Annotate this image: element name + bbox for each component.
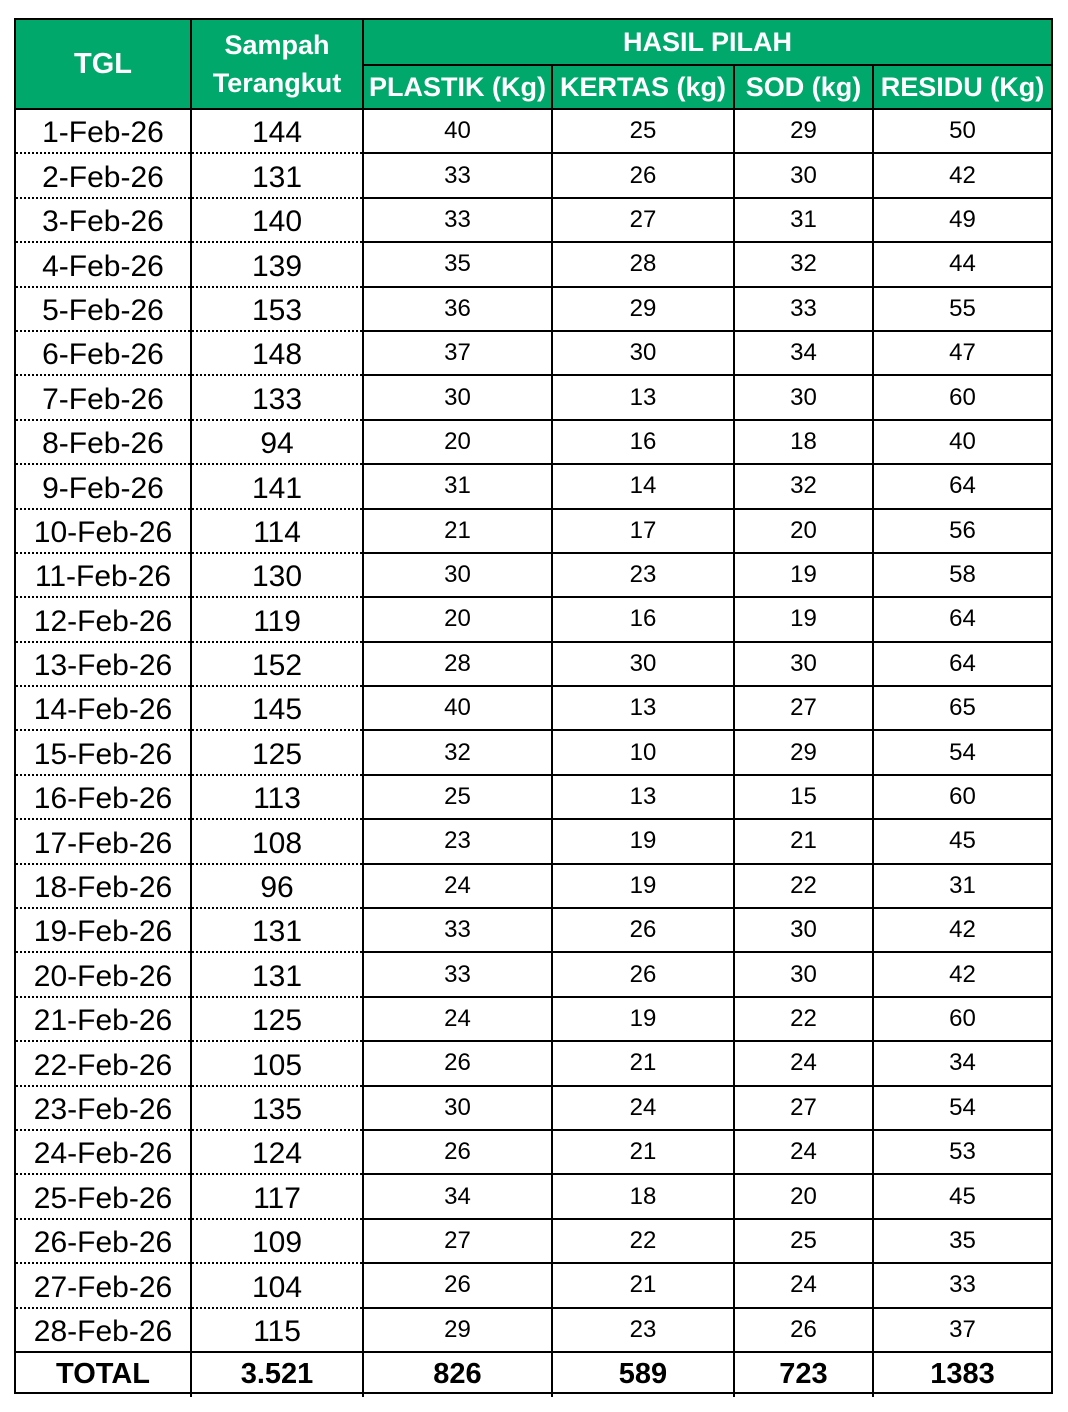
table-row bbox=[16, 464, 1051, 508]
cell-sampah: 105 bbox=[191, 1041, 363, 1085]
total-residu: 1383 bbox=[873, 1352, 1051, 1397]
cell-residu: 60 bbox=[873, 375, 1051, 419]
table-row bbox=[16, 997, 1051, 1041]
table-row bbox=[16, 1041, 1051, 1085]
cell-sampah: 117 bbox=[191, 1174, 363, 1218]
cell-tgl: 7-Feb-26 bbox=[16, 375, 191, 419]
table-row bbox=[16, 642, 1051, 686]
cell-plastik: 26 bbox=[363, 1263, 552, 1307]
table-row bbox=[16, 375, 1051, 419]
table-row bbox=[16, 1219, 1051, 1263]
table-row bbox=[16, 775, 1051, 819]
cell-sampah: 131 bbox=[191, 153, 363, 197]
cell-sampah: 139 bbox=[191, 242, 363, 286]
table-row bbox=[16, 908, 1051, 952]
cell-kertas: 14 bbox=[552, 464, 734, 508]
cell-sampah: 119 bbox=[191, 597, 363, 641]
header-tgl: TGL bbox=[16, 20, 191, 109]
header-sod: SOD (kg) bbox=[734, 65, 873, 109]
cell-kertas: 22 bbox=[552, 1219, 734, 1263]
cell-sod: 30 bbox=[734, 908, 873, 952]
cell-sod: 30 bbox=[734, 642, 873, 686]
cell-tgl: 23-Feb-26 bbox=[16, 1086, 191, 1130]
cell-kertas: 19 bbox=[552, 864, 734, 908]
cell-residu: 64 bbox=[873, 464, 1051, 508]
cell-plastik: 28 bbox=[363, 642, 552, 686]
cell-plastik: 24 bbox=[363, 997, 552, 1041]
table-header bbox=[16, 20, 1051, 109]
cell-plastik: 30 bbox=[363, 553, 552, 597]
table-footer bbox=[16, 1352, 1051, 1397]
cell-tgl: 2-Feb-26 bbox=[16, 153, 191, 197]
cell-plastik: 33 bbox=[363, 198, 552, 242]
cell-plastik: 40 bbox=[363, 686, 552, 730]
cell-sampah: 113 bbox=[191, 775, 363, 819]
cell-sod: 27 bbox=[734, 1086, 873, 1130]
cell-kertas: 10 bbox=[552, 730, 734, 774]
cell-sampah: 140 bbox=[191, 198, 363, 242]
cell-kertas: 19 bbox=[552, 819, 734, 863]
cell-residu: 47 bbox=[873, 331, 1051, 375]
cell-kertas: 23 bbox=[552, 1308, 734, 1352]
cell-tgl: 17-Feb-26 bbox=[16, 819, 191, 863]
cell-sampah: 133 bbox=[191, 375, 363, 419]
total-plastik: 826 bbox=[363, 1352, 552, 1397]
cell-residu: 50 bbox=[873, 109, 1051, 153]
cell-plastik: 26 bbox=[363, 1130, 552, 1174]
cell-sod: 19 bbox=[734, 597, 873, 641]
cell-sampah: 131 bbox=[191, 952, 363, 996]
cell-sod: 24 bbox=[734, 1041, 873, 1085]
waste-sorting-table bbox=[16, 20, 1051, 1397]
cell-residu: 33 bbox=[873, 1263, 1051, 1307]
cell-tgl: 5-Feb-26 bbox=[16, 287, 191, 331]
cell-plastik: 25 bbox=[363, 775, 552, 819]
table-row bbox=[16, 287, 1051, 331]
cell-tgl: 20-Feb-26 bbox=[16, 952, 191, 996]
cell-kertas: 19 bbox=[552, 997, 734, 1041]
cell-sampah: 125 bbox=[191, 997, 363, 1041]
cell-kertas: 17 bbox=[552, 509, 734, 553]
table-row bbox=[16, 242, 1051, 286]
header-residu: RESIDU (Kg) bbox=[873, 65, 1051, 109]
cell-residu: 40 bbox=[873, 420, 1051, 464]
cell-kertas: 27 bbox=[552, 198, 734, 242]
cell-residu: 49 bbox=[873, 198, 1051, 242]
table-row bbox=[16, 864, 1051, 908]
cell-plastik: 21 bbox=[363, 509, 552, 553]
total-kertas: 589 bbox=[552, 1352, 734, 1397]
cell-sod: 24 bbox=[734, 1130, 873, 1174]
cell-plastik: 27 bbox=[363, 1219, 552, 1263]
cell-tgl: 6-Feb-26 bbox=[16, 331, 191, 375]
cell-kertas: 23 bbox=[552, 553, 734, 597]
cell-plastik: 31 bbox=[363, 464, 552, 508]
cell-residu: 35 bbox=[873, 1219, 1051, 1263]
cell-plastik: 32 bbox=[363, 730, 552, 774]
cell-sod: 32 bbox=[734, 464, 873, 508]
table-row bbox=[16, 686, 1051, 730]
table-row bbox=[16, 109, 1051, 153]
cell-sod: 21 bbox=[734, 819, 873, 863]
cell-sod: 34 bbox=[734, 331, 873, 375]
cell-sampah: 145 bbox=[191, 686, 363, 730]
cell-sod: 24 bbox=[734, 1263, 873, 1307]
header-plastik: PLASTIK (Kg) bbox=[363, 65, 552, 109]
cell-plastik: 35 bbox=[363, 242, 552, 286]
cell-kertas: 28 bbox=[552, 242, 734, 286]
cell-residu: 34 bbox=[873, 1041, 1051, 1085]
cell-tgl: 1-Feb-26 bbox=[16, 109, 191, 153]
table-row bbox=[16, 420, 1051, 464]
cell-kertas: 16 bbox=[552, 597, 734, 641]
table-row bbox=[16, 1086, 1051, 1130]
cell-tgl: 8-Feb-26 bbox=[16, 420, 191, 464]
cell-sampah: 108 bbox=[191, 819, 363, 863]
cell-kertas: 21 bbox=[552, 1041, 734, 1085]
cell-tgl: 18-Feb-26 bbox=[16, 864, 191, 908]
cell-residu: 58 bbox=[873, 553, 1051, 597]
cell-residu: 42 bbox=[873, 153, 1051, 197]
cell-residu: 55 bbox=[873, 287, 1051, 331]
table-row bbox=[16, 153, 1051, 197]
cell-residu: 44 bbox=[873, 242, 1051, 286]
cell-kertas: 13 bbox=[552, 686, 734, 730]
table-row bbox=[16, 1174, 1051, 1218]
table-row bbox=[16, 730, 1051, 774]
cell-residu: 31 bbox=[873, 864, 1051, 908]
cell-plastik: 23 bbox=[363, 819, 552, 863]
cell-sampah: 135 bbox=[191, 1086, 363, 1130]
cell-plastik: 36 bbox=[363, 287, 552, 331]
cell-tgl: 4-Feb-26 bbox=[16, 242, 191, 286]
cell-sod: 22 bbox=[734, 864, 873, 908]
table-row bbox=[16, 1308, 1051, 1352]
cell-sod: 22 bbox=[734, 997, 873, 1041]
cell-tgl: 15-Feb-26 bbox=[16, 730, 191, 774]
cell-sampah: 125 bbox=[191, 730, 363, 774]
cell-residu: 65 bbox=[873, 686, 1051, 730]
cell-tgl: 28-Feb-26 bbox=[16, 1308, 191, 1352]
cell-residu: 37 bbox=[873, 1308, 1051, 1352]
cell-sod: 19 bbox=[734, 553, 873, 597]
cell-plastik: 34 bbox=[363, 1174, 552, 1218]
cell-residu: 42 bbox=[873, 908, 1051, 952]
cell-plastik: 29 bbox=[363, 1308, 552, 1352]
cell-sod: 15 bbox=[734, 775, 873, 819]
cell-sampah: 131 bbox=[191, 908, 363, 952]
cell-sampah: 124 bbox=[191, 1130, 363, 1174]
cell-tgl: 22-Feb-26 bbox=[16, 1041, 191, 1085]
cell-kertas: 13 bbox=[552, 775, 734, 819]
cell-kertas: 30 bbox=[552, 331, 734, 375]
cell-kertas: 29 bbox=[552, 287, 734, 331]
cell-residu: 42 bbox=[873, 952, 1051, 996]
cell-kertas: 24 bbox=[552, 1086, 734, 1130]
cell-residu: 64 bbox=[873, 642, 1051, 686]
header-sampah-line1: Sampah bbox=[224, 30, 330, 60]
table-row bbox=[16, 198, 1051, 242]
cell-plastik: 33 bbox=[363, 153, 552, 197]
waste-sorting-table-frame bbox=[14, 18, 1053, 1394]
header-sampah-terangkut bbox=[191, 20, 363, 109]
cell-plastik: 33 bbox=[363, 952, 552, 996]
cell-plastik: 30 bbox=[363, 375, 552, 419]
cell-sampah: 94 bbox=[191, 420, 363, 464]
cell-sampah: 141 bbox=[191, 464, 363, 508]
cell-plastik: 20 bbox=[363, 420, 552, 464]
cell-kertas: 21 bbox=[552, 1130, 734, 1174]
cell-residu: 45 bbox=[873, 819, 1051, 863]
cell-sampah: 115 bbox=[191, 1308, 363, 1352]
cell-tgl: 11-Feb-26 bbox=[16, 553, 191, 597]
cell-sod: 31 bbox=[734, 198, 873, 242]
table-row bbox=[16, 553, 1051, 597]
cell-plastik: 30 bbox=[363, 1086, 552, 1130]
cell-sod: 26 bbox=[734, 1308, 873, 1352]
cell-sod: 33 bbox=[734, 287, 873, 331]
table-row bbox=[16, 1263, 1051, 1307]
cell-sampah: 130 bbox=[191, 553, 363, 597]
cell-kertas: 26 bbox=[552, 908, 734, 952]
cell-tgl: 10-Feb-26 bbox=[16, 509, 191, 553]
table-row bbox=[16, 509, 1051, 553]
cell-kertas: 26 bbox=[552, 952, 734, 996]
cell-sampah: 153 bbox=[191, 287, 363, 331]
cell-plastik: 40 bbox=[363, 109, 552, 153]
cell-plastik: 20 bbox=[363, 597, 552, 641]
cell-residu: 45 bbox=[873, 1174, 1051, 1218]
cell-sampah: 109 bbox=[191, 1219, 363, 1263]
cell-plastik: 26 bbox=[363, 1041, 552, 1085]
total-row bbox=[16, 1352, 1051, 1397]
cell-sod: 30 bbox=[734, 375, 873, 419]
cell-residu: 60 bbox=[873, 775, 1051, 819]
cell-kertas: 30 bbox=[552, 642, 734, 686]
cell-residu: 53 bbox=[873, 1130, 1051, 1174]
table-row bbox=[16, 952, 1051, 996]
cell-tgl: 27-Feb-26 bbox=[16, 1263, 191, 1307]
header-kertas: KERTAS (kg) bbox=[552, 65, 734, 109]
cell-residu: 64 bbox=[873, 597, 1051, 641]
cell-plastik: 33 bbox=[363, 908, 552, 952]
table-row bbox=[16, 819, 1051, 863]
cell-sod: 29 bbox=[734, 730, 873, 774]
cell-tgl: 16-Feb-26 bbox=[16, 775, 191, 819]
cell-sampah: 152 bbox=[191, 642, 363, 686]
cell-sod: 20 bbox=[734, 509, 873, 553]
cell-sampah: 104 bbox=[191, 1263, 363, 1307]
total-sampah: 3.521 bbox=[191, 1352, 363, 1397]
total-label: TOTAL bbox=[16, 1352, 191, 1397]
cell-sod: 20 bbox=[734, 1174, 873, 1218]
cell-sod: 18 bbox=[734, 420, 873, 464]
table-row bbox=[16, 1130, 1051, 1174]
cell-sod: 25 bbox=[734, 1219, 873, 1263]
cell-sampah: 114 bbox=[191, 509, 363, 553]
cell-sampah: 96 bbox=[191, 864, 363, 908]
table-row bbox=[16, 597, 1051, 641]
cell-kertas: 25 bbox=[552, 109, 734, 153]
cell-tgl: 21-Feb-26 bbox=[16, 997, 191, 1041]
cell-plastik: 37 bbox=[363, 331, 552, 375]
cell-kertas: 21 bbox=[552, 1263, 734, 1307]
cell-tgl: 19-Feb-26 bbox=[16, 908, 191, 952]
cell-sod: 32 bbox=[734, 242, 873, 286]
cell-tgl: 13-Feb-26 bbox=[16, 642, 191, 686]
table-body bbox=[16, 109, 1051, 1352]
cell-residu: 54 bbox=[873, 730, 1051, 774]
cell-tgl: 3-Feb-26 bbox=[16, 198, 191, 242]
cell-plastik: 24 bbox=[363, 864, 552, 908]
cell-tgl: 25-Feb-26 bbox=[16, 1174, 191, 1218]
cell-sod: 30 bbox=[734, 952, 873, 996]
table-row bbox=[16, 331, 1051, 375]
cell-residu: 60 bbox=[873, 997, 1051, 1041]
total-sod: 723 bbox=[734, 1352, 873, 1397]
cell-kertas: 26 bbox=[552, 153, 734, 197]
cell-sod: 27 bbox=[734, 686, 873, 730]
cell-kertas: 18 bbox=[552, 1174, 734, 1218]
cell-sod: 29 bbox=[734, 109, 873, 153]
cell-sampah: 148 bbox=[191, 331, 363, 375]
cell-tgl: 24-Feb-26 bbox=[16, 1130, 191, 1174]
header-sampah-line2: Terangkut bbox=[212, 68, 342, 98]
header-hasil-pilah: HASIL PILAH bbox=[363, 20, 1051, 65]
cell-residu: 54 bbox=[873, 1086, 1051, 1130]
cell-sampah: 144 bbox=[191, 109, 363, 153]
cell-tgl: 12-Feb-26 bbox=[16, 597, 191, 641]
cell-tgl: 26-Feb-26 bbox=[16, 1219, 191, 1263]
cell-tgl: 9-Feb-26 bbox=[16, 464, 191, 508]
cell-tgl: 14-Feb-26 bbox=[16, 686, 191, 730]
cell-kertas: 16 bbox=[552, 420, 734, 464]
cell-kertas: 13 bbox=[552, 375, 734, 419]
cell-residu: 56 bbox=[873, 509, 1051, 553]
cell-sod: 30 bbox=[734, 153, 873, 197]
